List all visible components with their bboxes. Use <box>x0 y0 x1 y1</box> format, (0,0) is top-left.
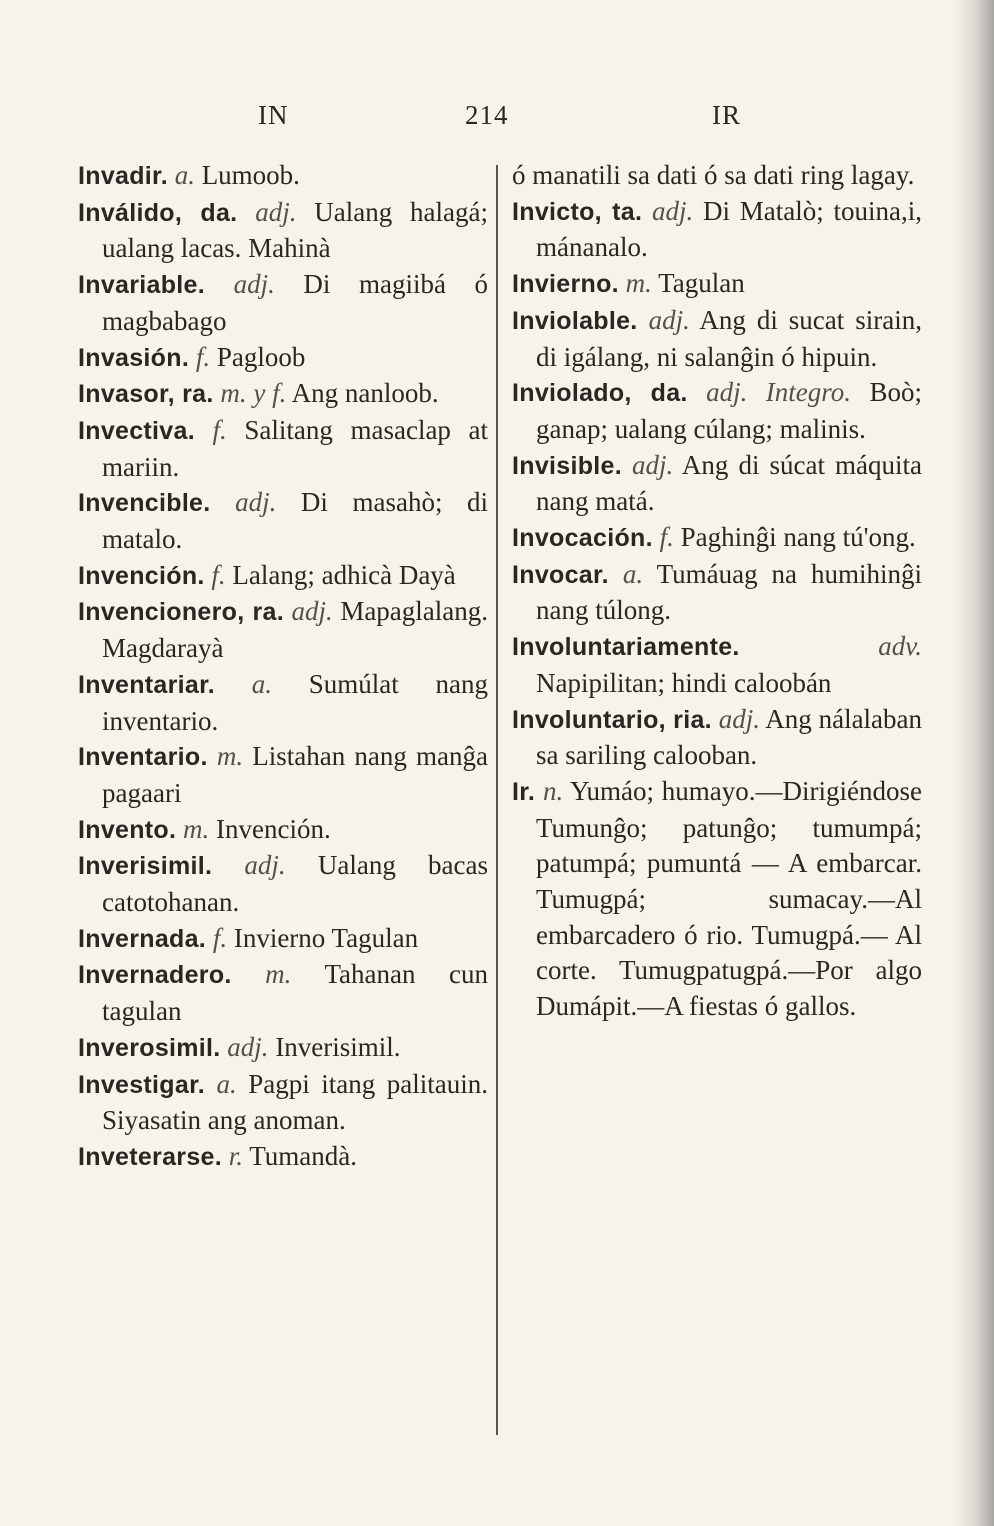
dictionary-entry <box>78 848 488 920</box>
entry-headword: Inválido, da. <box>78 198 238 227</box>
entry-headword: Inventario. <box>78 743 208 772</box>
entry-headword: Investigar. <box>78 1070 205 1099</box>
entry-grammar: f. <box>195 341 211 372</box>
dictionary-entry <box>78 921 488 958</box>
entry-headword: Invención. <box>78 561 205 590</box>
entry-definition: Ang nanloob. <box>291 378 439 409</box>
entry-grammar: f. <box>659 522 674 553</box>
header-right-guide: IR <box>712 100 741 130</box>
dictionary-entry <box>512 774 922 1025</box>
dictionary-entry <box>512 194 922 266</box>
entry-grammar: m. <box>265 959 292 990</box>
entry-grammar: f. <box>211 559 226 590</box>
dictionary-entry <box>78 376 488 413</box>
entry-grammar: adj. <box>718 703 760 734</box>
dictionary-entry <box>78 158 488 195</box>
entry-headword: Invicto, ta. <box>512 197 643 226</box>
entry-grammar: m. <box>183 813 210 844</box>
entry-grammar: r. <box>228 1140 243 1171</box>
dictionary-entry <box>78 413 488 485</box>
dictionary-entry <box>78 1067 488 1139</box>
entry-grammar: adv. <box>878 631 922 662</box>
entry-headword: Involuntario, ria. <box>512 705 712 734</box>
entry-headword: Invierno. <box>512 270 619 299</box>
dictionary-entry <box>512 303 922 375</box>
entry-headword: Inveterarse. <box>78 1142 222 1171</box>
left-column <box>78 158 488 1176</box>
entry-grammar: f. <box>212 922 228 953</box>
entry-definition: Napipilitan; hindi caloobán <box>536 667 832 698</box>
dictionary-entry <box>512 520 922 557</box>
entry-definition: Mapaglalang. Magdarayà <box>102 596 489 664</box>
entry-headword: Invisible. <box>512 451 622 480</box>
entry-grammar: adj. <box>227 1031 269 1062</box>
entry-definition: Tumáuag na humihinĝi nang túlong. <box>536 558 922 626</box>
entry-definition: Listahan nang manĝa pagaari <box>102 741 489 808</box>
entry-headword: Invadir. <box>78 162 168 190</box>
dictionary-entry <box>78 558 488 595</box>
entry-definition: Ang di súcat máquita nang matá. <box>536 449 923 517</box>
dictionary-entry <box>78 485 488 557</box>
dictionary-entry <box>78 267 488 339</box>
entry-definition: Ualang halagá; ualang lacas. Mahinà <box>102 196 488 264</box>
entry-definition: Boò; ganap; ualang cúlang; malinis. <box>536 377 922 444</box>
dictionary-entry <box>512 557 922 629</box>
entry-headword: Inverisimil. <box>78 852 213 881</box>
dictionary-entry <box>512 266 922 303</box>
entry-definition: Salitang masaclap at mariin. <box>102 414 489 482</box>
entry-headword: Invernada. <box>78 924 207 953</box>
entry-headword: Invocación. <box>512 524 653 553</box>
dictionary-entry <box>78 1139 488 1176</box>
dictionary-entry <box>78 812 488 849</box>
entry-grammar: adj. <box>632 449 674 480</box>
entry-definition: ó manatili sa dati ó sa dati ring lagay. <box>512 160 915 190</box>
entry-definition: Yumáo; humayo.—Dirigiéndose Tumunĝo; patunĝo; tumumpá; patumpá; pumuntá — A embarcar. Tumugpá; sumacay.—Al embarcadero ó rio. Tumugpá.— Al corte. Tumugpatugpá.—Por algo Dumápit.—A fiestas ó gallos. <box>536 775 922 1022</box>
entry-headword: Inventariar. <box>78 670 215 699</box>
entry-grammar: adj. Integro. <box>706 377 852 408</box>
entry-grammar: a. <box>216 1068 237 1099</box>
entry-headword: Invernadero. <box>78 961 232 990</box>
dictionary-entry <box>78 594 488 666</box>
entry-definition: Di masahò; di matalo. <box>102 487 489 555</box>
page-number: 214 <box>465 100 509 130</box>
entry-definition: Tagulan <box>658 268 745 299</box>
entry-definition: Invierno Tagulan <box>233 922 419 953</box>
entry-grammar: a. <box>174 160 195 190</box>
entry-headword: Inverosimil. <box>78 1033 221 1062</box>
dictionary-entry <box>78 957 488 1029</box>
entry-definition: Inverisimil. <box>275 1031 401 1062</box>
entry-headword: Invasor, ra. <box>78 380 214 409</box>
dictionary-entry <box>512 629 922 701</box>
entry-definition: Lumoob. <box>201 160 300 190</box>
entry-definition: Ang nálalaban sa sariling calooban. <box>536 703 923 771</box>
entry-grammar: adj. <box>255 196 297 227</box>
dictionary-entry <box>78 1030 488 1067</box>
entry-headword: Inviolable. <box>512 306 638 335</box>
entry-headword: Invariable. <box>78 271 205 300</box>
entry-grammar: m. y f. <box>220 378 287 409</box>
dictionary-entry <box>78 195 488 267</box>
entry-definition: Pagpi itang palitauin. Siyasatin ang anoman. <box>102 1068 489 1136</box>
page-header <box>80 100 960 140</box>
entry-definition: Di magiibá ó magbabago <box>102 269 489 336</box>
entry-definition: Lalang; adhicà Dayà <box>232 559 456 590</box>
dictionary-entry <box>512 375 922 447</box>
dictionary-entry <box>512 158 922 194</box>
entry-grammar: adj. <box>233 269 275 300</box>
entry-definition: Tahanan cun tagulan <box>102 959 489 1027</box>
entry-headword: Inviolado, da. <box>512 379 688 408</box>
entry-grammar: adj. <box>652 195 694 226</box>
entry-definition: Sumúlat nang inventario. <box>102 668 488 736</box>
entry-grammar: f. <box>212 414 227 445</box>
dictionary-entry <box>512 448 922 520</box>
entry-definition: Tumandà. <box>249 1140 358 1171</box>
entry-grammar: adj. <box>235 487 277 518</box>
entry-grammar: a. <box>622 558 644 589</box>
entry-headword: Invectiva. <box>78 416 195 445</box>
dictionary-entry <box>78 340 488 377</box>
entry-grammar: adj. <box>291 596 333 627</box>
entry-headword: Involuntariamente. <box>512 633 740 662</box>
entry-grammar: n. <box>542 775 564 806</box>
entry-definition: Ualang bacas catotohanan. <box>102 850 489 918</box>
entry-definition: Invención. <box>216 813 331 844</box>
page-edge-shadow <box>954 0 994 1526</box>
entry-definition: Di Matalò; touina,i, mánanalo. <box>536 195 923 263</box>
header-left-guide: IN <box>258 100 289 130</box>
entry-headword: Invencible. <box>78 489 211 518</box>
entry-grammar: m. <box>625 268 652 299</box>
entry-headword: Invento. <box>78 815 177 844</box>
entry-headword: Invocar. <box>512 560 609 589</box>
dictionary-entry <box>512 702 922 774</box>
entry-grammar: adj. <box>648 304 690 335</box>
dictionary-entry <box>78 667 488 739</box>
right-column <box>512 158 922 1025</box>
entry-headword: Invencionero, ra. <box>78 598 284 627</box>
entry-headword: Invasión. <box>78 343 190 372</box>
dictionary-entry <box>78 739 488 811</box>
entry-headword: Ir. <box>512 777 536 806</box>
column-divider <box>496 165 498 1435</box>
entry-definition: Paghinĝi nang tú'ong. <box>680 522 916 553</box>
entry-grammar: a. <box>251 668 272 699</box>
entry-grammar: adj. <box>244 850 286 881</box>
entry-grammar: m. <box>216 741 244 772</box>
entry-definition: Pagloob <box>216 341 306 372</box>
entry-definition: Ang di sucat sirain, di igálang, ni salanĝin ó hipuin. <box>536 304 923 372</box>
